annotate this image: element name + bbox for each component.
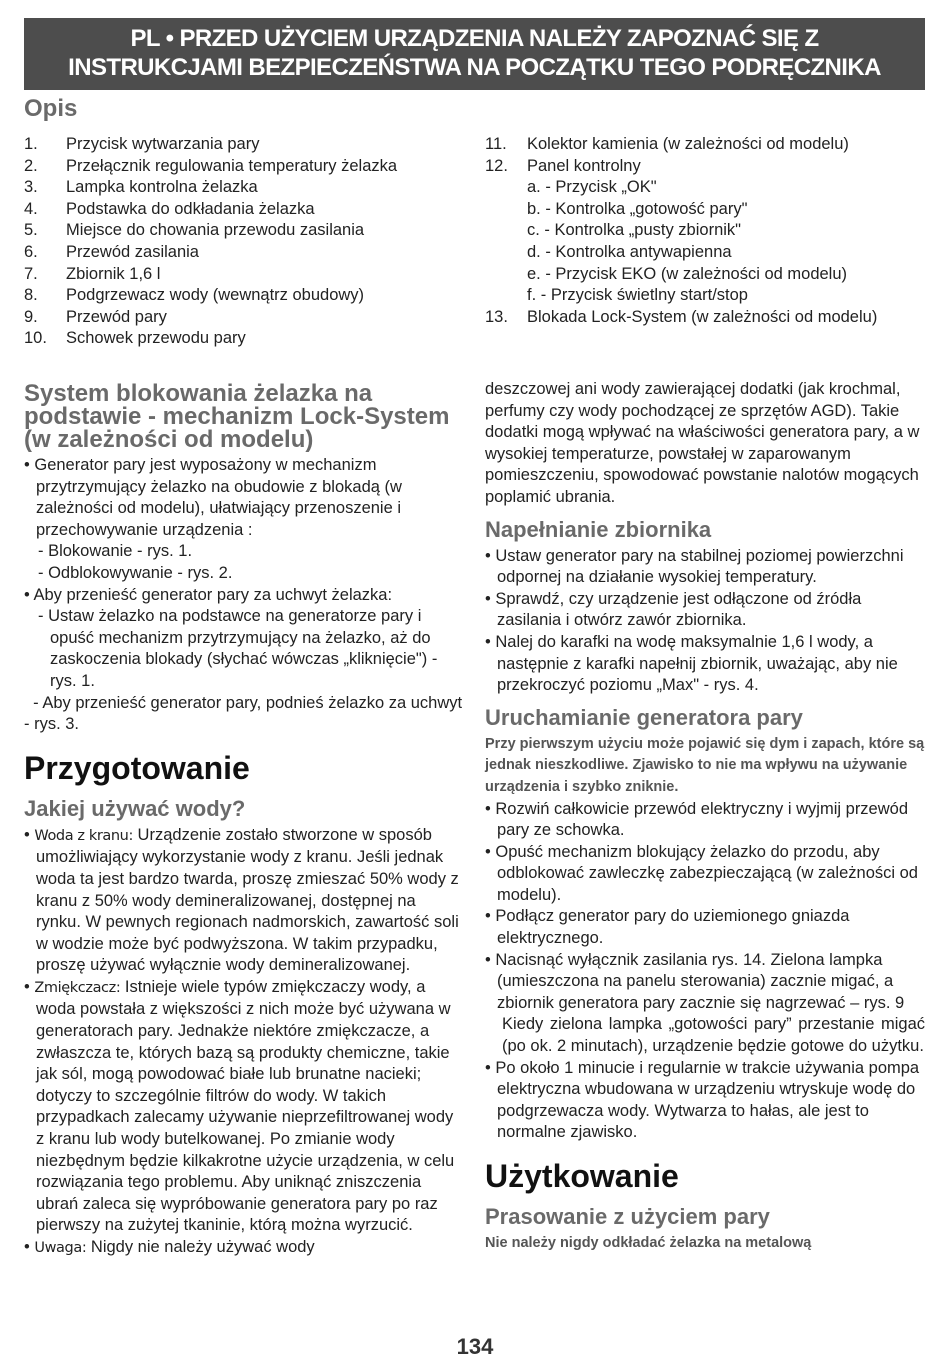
item-label: Podstawka do odkładania żelazka — [66, 199, 315, 218]
parts-list-item — [485, 177, 925, 199]
item-number — [485, 177, 527, 199]
bullet-paragraph: • Podłącz generator pary do uziemionego gniazda elektrycznego. — [485, 907, 850, 948]
bullet-text: Istnieje wiele typów zmiękczaczy wody, a woda powstała z większości z nich może być używana w generatorach pary. Jednakże niektóre zmiękczacze, a zwłaszcza te, których bazą są produkty chemiczne, takie jak sól, mogą powodować białe lub brunatne nacieki; dotyczy to szczególnie filtrów do wody. W takich przypadkach zalecamy używanie nieprzefiltrowanej wody z kranu lub wody butelkowanej. Po zmianie wody niezbędnym będzie kilkakrotne użycie urządzenia, w celu rozwiązania tego problemu. Aby uniknąć zniszczenia ubrań zaleca się wypróbowanie generatora pary po raz pierwszy na zużytej tkaninie, którą można wyrzucić. — [36, 977, 455, 1235]
parts-list-item — [24, 220, 462, 242]
item-label: Panel kontrolny — [527, 156, 641, 175]
item-label: Schowek przewodu pary — [66, 329, 246, 348]
item-number: 5. — [24, 221, 38, 240]
item-label: b. - Kontrolka „gotowość pary" — [527, 199, 748, 218]
parts-list-item — [24, 264, 462, 286]
bullet-paragraph: • Opuść mechanizm blokujący żelazko do przodu, aby odblokować zawleczkę zabezpieczającą (w zależności od modelu). — [485, 842, 918, 904]
parts-list-item — [485, 156, 925, 178]
item-label: Blokada Lock-System (w zależności od modelu) — [527, 307, 878, 326]
item-number: 3. — [24, 178, 38, 197]
bullet-text: Po około 1 minucie i regularnie w trakcie używania pompa elektryczna wbudowana w urządzeniu wtryskuje wodę do podgrzewacza wody. Wytwarza to hałas, ale jest to normalne zjawisko. — [495, 1058, 920, 1142]
parts-list-left — [24, 134, 462, 350]
bullet-text: Generator pary jest wyposażony w mechanizm przytrzymujący żelazko na obudowie z blokadą (w zależności od modelu), ułatwiający przenoszenie i przechowywanie urządzenia : — [34, 456, 402, 539]
right-column-text — [485, 379, 925, 1255]
parts-list-item — [485, 134, 925, 156]
parts-list-item — [485, 264, 925, 286]
parts-list-item — [24, 242, 462, 264]
item-number: 11. — [485, 135, 507, 153]
bullet-paragraph: • Aby przenieść generator pary za uchwyt żelazka: — [24, 585, 393, 604]
item-number — [485, 220, 527, 242]
section-heading: Użytkowanie — [485, 1158, 679, 1194]
page-number: 134 — [456, 1334, 494, 1359]
sub-item: - Blokowanie - rys. 1. — [38, 542, 193, 561]
parts-list-item — [485, 220, 925, 242]
item-number: 9. — [24, 307, 38, 326]
bullet-text: Opuść mechanizm blokujący żelazko do przodu, aby odblokować zawleczkę zabezpieczającą (w zależności od modelu). — [495, 842, 918, 904]
item-number: 12. — [485, 156, 508, 175]
bullet-paragraph: • Zmiękczacz: Istnieje wiele typów zmiękczaczy wody, a woda powstała z większości z nich może być używana w generatorach pary. Jednakże niektóre zmiękczacze, a zwłaszcza te, których bazą są produkty chemiczne, takie jak sól, mogą powodować białe lub brunatne nacieki; dotyczy to szczególnie filtrów do wody. W takich przypadkach zalecamy używanie nieprzefiltrowanej wody z kranu lub wody butelkowanej. Po zmianie wody niezbędnym będzie kilkakrotne użycie urządzenia, w celu rozwiązania tego problemu. Aby uniknąć zniszczenia ubrań zaleca się wypróbowanie generatora pary po raz pierwszy na zużytej tkaninie, którą można wyrzucić. — [24, 977, 455, 1235]
item-number — [485, 264, 527, 286]
bullet-text: Ustaw generator pary na stabilnej poziomej powierzchni odpornej na działanie wysokiej temperatury. — [495, 546, 904, 587]
subsection-heading: System blokowania żelazka na podstawie - mechanizm Lock-System (w zależności od modelu) — [24, 380, 450, 453]
bullet-text: Sprawdź, czy urządzenie jest odłączone od źródła zasilania i otwórz zawór zbiornika. — [495, 589, 862, 630]
parts-list-item — [485, 199, 925, 221]
bullet-label: Woda z kranu: — [34, 827, 133, 844]
item-label: Podgrzewacz wody (wewnątrz obudowy) — [66, 286, 365, 305]
bullet-label: Zmiękczacz: — [34, 979, 121, 996]
section-heading: Przygotowanie — [24, 749, 250, 786]
bullet-text: Nalej do karafki na wodę maksymalnie 1,6 l wody, a następnie z karafki napełnij zbiornik, uważając, aby nie przekroczyć poziomu „Max" - rys. 4. — [495, 632, 898, 695]
item-label: Miejsce do chowania przewodu zasilania — [66, 221, 365, 240]
banner-line-2: INSTRUKCJAMI BEZPIECZEŃSTWA NA POCZĄTKU TEGO PODRĘCZNIKA — [68, 54, 881, 81]
sub-item: - Odblokowywanie - rys. 2. — [38, 563, 233, 582]
item-label: e. - Przycisk EKO (w zależności od modelu) — [527, 264, 848, 283]
item-number: 10. — [24, 329, 47, 348]
item-label: Kolektor kamienia (w zależności od modelu) — [527, 135, 849, 153]
item-number: 6. — [24, 242, 38, 261]
parts-list-item — [24, 199, 462, 221]
item-label: Przycisk wytwarzania pary — [66, 135, 260, 153]
bullet-text: Urządzenie zostało stworzone w sposób umożliwiający wykorzystanie wody z kranu. Jeśli jednak woda ta jest bardzo twarda, proszę zmieszać 50% wody z kranu z 50% wody demineralizowanej, dostępnej na rynku. W pewnych regionach nadmorskich, zawartość soli w wodzie może być podwyższona. W takim przypadku, proszę używać wyłącznie wody demineralizowanej. — [36, 825, 459, 975]
item-label: Lampka kontrolna żelazka — [66, 178, 258, 197]
item-label: Przełącznik regulowania temperatury żelazka — [66, 156, 398, 175]
bullet-paragraph: • Nalej do karafki na wodę maksymalnie 1,6 l wody, a następnie z karafki napełnij zbiornik, uważając, aby nie przekroczyć poziomu „Max" - rys. 4. — [485, 632, 898, 695]
item-number: 2. — [24, 156, 38, 175]
parts-list-item — [24, 177, 462, 199]
parts-list-right — [485, 134, 925, 328]
item-number: 13. — [485, 307, 508, 326]
bold-note: Nie należy nigdy odkładać żelazka na metalową — [485, 1235, 812, 1251]
parts-list-item — [24, 328, 462, 350]
bullet-paragraph: • Sprawdź, czy urządzenie jest odłączone od źródła zasilania i otwórz zawór zbiornika. — [485, 589, 862, 630]
paragraph: - Aby przenieść generator pary, podnieś żelazko za uchwyt - rys. 3. — [24, 693, 467, 734]
item-label: Zbiornik 1,6 l — [66, 264, 161, 283]
parts-list-item — [24, 307, 462, 329]
subheading: Prasowanie z użyciem pary — [485, 1204, 770, 1229]
parts-list-item — [485, 285, 925, 307]
banner-line-1: PL • PRZED UŻYCIEM URZĄDZENIA NALEŻY ZAPOZNAĆ SIĘ Z — [130, 25, 819, 52]
subheading: Napełnianie zbiornika — [485, 516, 712, 542]
safety-banner — [24, 18, 925, 90]
item-label: Przewód zasilania — [66, 242, 199, 261]
item-label: c. - Kontrolka „pusty zbiornik" — [527, 221, 742, 240]
indented-paragraph: Kiedy zielona lampka „gotowości pary” przestanie migać (po ok. 2 minutach), urządzenie będzie gotowe do użytku. — [502, 1015, 925, 1056]
bullet-paragraph: • Rozwiń całkowicie przewód elektryczny i wyjmij przewód pary ze schowka. — [485, 799, 909, 840]
bullet-label: Uwaga: — [34, 1240, 87, 1256]
sub-item: - Ustaw żelazko na podstawce na generatorze pary i opuść mechanizm przytrzymujący na żelazko, aż do zaskoczenia blokady (słychać wówczas „kliknięcie") - rys. 1. — [38, 607, 438, 690]
item-number: 8. — [24, 286, 38, 305]
paragraph: deszczowej ani wody zawierającej dodatki (jak krochmal, perfumy czy wody pochodzącej ze sprzętów AGD). Takie dodatki mogą wpływać na właściwości generatora pary, a w wysokiej temperaturze, powstałej w zaparowanym pomieszczeniu, spowodować powstanie nalotów mogących poplamić ubrania. — [485, 380, 920, 506]
bullet-paragraph: • Uwaga: Nigdy nie należy używać wody — [24, 1238, 315, 1256]
item-label: a. - Przycisk „OK" — [527, 178, 657, 197]
bullet-paragraph: • Woda z kranu: Urządzenie zostało stworzone w sposób umożliwiający wykorzystanie wody z kranu. Jeśli jednak woda ta jest bardzo twarda, proszę zmieszać 50% wody z kranu z 50% wody demineralizowanej, dostępnej na rynku. W pewnych regionach nadmorskich, zawartość soli w wodzie może być podwyższona. W takim przypadku, proszę używać wyłącznie wody demineralizowanej. — [24, 825, 459, 975]
item-number — [485, 199, 527, 221]
parts-list-item — [24, 156, 462, 178]
bullet-text: Rozwiń całkowicie przewód elektryczny i wyjmij przewód pary ze schowka. — [495, 799, 909, 840]
bullet-text: Aby przenieść generator pary za uchwyt żelazka: — [33, 585, 393, 604]
parts-list-item — [24, 285, 462, 307]
item-label: d. - Kontrolka antywapienna — [527, 242, 732, 261]
bullet-text: Podłącz generator pary do uziemionego gniazda elektrycznego. — [495, 907, 850, 948]
parts-list-item — [485, 307, 925, 329]
bullet-paragraph: • Nacisnąć wyłącznik zasilania rys. 14. Zielona lampka (umieszczona na panelu sterowania) zacznie migać, a zbiornik generatora pary zacznie się nagrzewać – rys. 9 — [485, 950, 905, 1012]
bullet-text: Nigdy nie należy używać wody — [86, 1238, 315, 1256]
left-column-text — [24, 380, 467, 1260]
bullet-paragraph: • Generator pary jest wyposażony w mechanizm przytrzymujący żelazko na obudowie z blokadą (w zależności od modelu), ułatwiający przenoszenie i przechowywanie urządzenia : — [24, 456, 402, 539]
bullet-paragraph: • Po około 1 minucie i regularnie w trakcie używania pompa elektryczna wbudowana w urządzeniu wtryskuje wodę do podgrzewacza wody. Wytwarza to hałas, ale jest to normalne zjawisko. — [485, 1058, 920, 1142]
item-number — [485, 285, 527, 307]
item-label: Przewód pary — [66, 307, 167, 326]
parts-list-item — [24, 134, 462, 156]
subheading: Uruchamianie generatora pary — [485, 704, 803, 730]
parts-list-item — [485, 242, 925, 264]
item-number: 7. — [24, 264, 38, 283]
subheading: Jakiej używać wody? — [24, 795, 246, 821]
item-number — [485, 242, 527, 264]
item-number: 1. — [24, 135, 38, 153]
bullet-paragraph: • Ustaw generator pary na stabilnej poziomej powierzchni odpornej na działanie wysokiej temperatury. — [485, 546, 904, 587]
section-title-opis: Opis — [24, 95, 78, 122]
item-number: 4. — [24, 199, 38, 218]
item-label: f. - Przycisk świetlny start/stop — [527, 286, 748, 305]
bullet-text: Nacisnąć wyłącznik zasilania rys. 14. Zielona lampka (umieszczona na panelu sterowania) zacznie migać, a zbiornik generatora pary zacznie się nagrzewać – rys. 9 — [495, 950, 905, 1012]
bold-note: Przy pierwszym użyciu może pojawić się dym i zapach, które są jednak nieszkodliwe. Zjawisko to nie ma wpływu na używanie urządzenia i szybko zniknie. — [485, 735, 925, 795]
